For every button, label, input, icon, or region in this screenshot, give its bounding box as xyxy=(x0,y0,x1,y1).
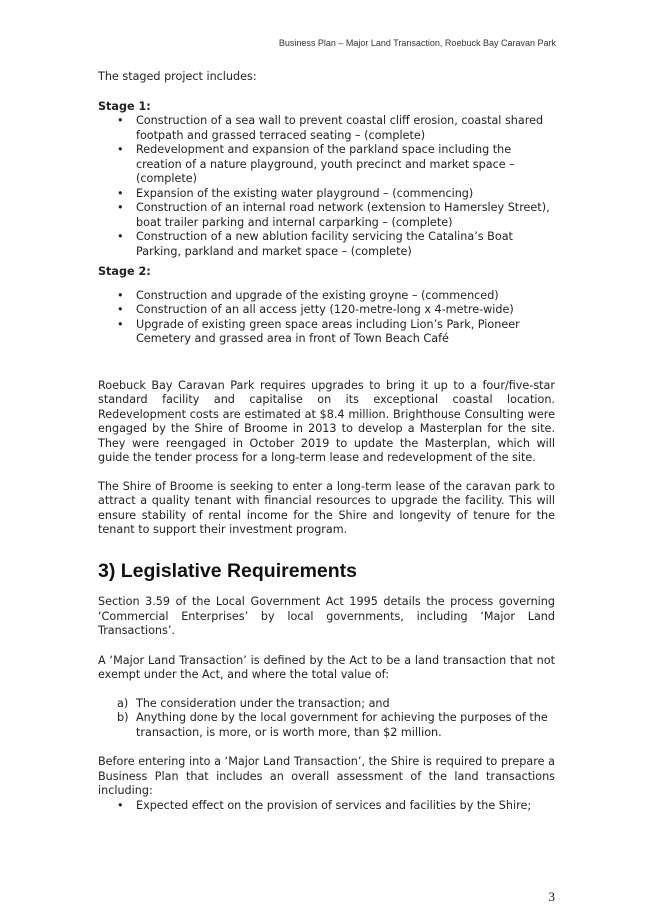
paragraph-redevelopment: Roebuck Bay Caravan Park requires upgrades to bring it up to a four/five-star standard facility and capitalise on its exceptional coastal location. Redevelopment costs are estimated at $8.4 million. Brighthouse Consulting were engaged by the Shire of Broome in 2013 to develop a Masterplan for the site. They were reengaged in October 2019 to update the Masterplan, which will guide the tender process for a long-term lease and redevelopment of the site. xyxy=(98,378,555,464)
list-marker: b) xyxy=(117,711,129,724)
list-item: • Expansion of the existing water playground – (commencing) xyxy=(136,187,555,202)
paragraph-definition: A ‘Major Land Transaction’ is defined by the Act to be a land transaction that not exempt under the Act, and where the total value of: xyxy=(98,653,555,681)
stage1-heading: Stage 1: xyxy=(98,99,151,113)
stage2-heading: Stage 2: xyxy=(98,265,151,278)
intro-text: The staged project includes: xyxy=(98,70,257,83)
list-item: • Construction of a sea wall to prevent coastal cliff erosion, coastal shared footpath and grassed terraced seating – (complete) xyxy=(136,114,555,143)
list-item xyxy=(117,696,555,712)
page-header: Business Plan – Major Land Transaction, Roebuck Bay Caravan Park xyxy=(278,38,556,48)
list-item-text: Anything done by the local government for achieving the purposes of the transaction, is more, or is worth more, than $2 million. xyxy=(136,711,548,739)
list-item: • Construction of a new ablution facility servicing the Catalina’s Boat Parking, parkland and market space – (complete) xyxy=(136,230,555,259)
stage1-list xyxy=(98,114,555,259)
paragraph-business-plan: Before entering into a ‘Major Land Transaction’, the Shire is required to prepare a Business Plan that includes an overall assessment of the land transactions including: xyxy=(98,755,555,797)
list-item: • Construction and upgrade of the existing groyne – (commenced) xyxy=(136,289,555,304)
list-item: • Expected effect on the provision of services and facilities by the Shire; xyxy=(136,799,555,814)
section-heading: 3) Legislative Requirements xyxy=(98,559,358,582)
paragraph-lease: The Shire of Broome is seeking to enter a long-term lease of the caravan park to attract a quality tenant with financial resources to upgrade the facility. This will ensure stability of rental income for the Shire and longevity of tenure for the tenant to support their investment program. xyxy=(98,479,555,536)
assessment-list xyxy=(98,799,555,814)
list-item: • Upgrade of existing green space areas including Lion’s Park, Pioneer Cemetery and grassed area in front of Town Beach Café xyxy=(136,318,555,347)
list-item: • Redevelopment and expansion of the parkland space including the creation of a nature playground, youth precinct and market space – (complete) xyxy=(136,143,555,187)
list-marker: a) xyxy=(117,696,129,710)
stage2-list xyxy=(98,289,555,347)
list-item: • Construction of an all access jetty (120-metre-long x 4-metre-wide) xyxy=(136,303,555,318)
page-number: 3 xyxy=(548,889,555,904)
list-item-text: The consideration under the transaction; and xyxy=(136,696,390,710)
paragraph-section-3-59: Section 3.59 of the Local Government Act 1995 details the process governing ‘Commercial Enterprises’ by local governments, including ‘Major Land Transactions’. xyxy=(98,595,555,637)
list-item: • Construction of an internal road network (extension to Hamersley Street), boat trailer parking and internal carparking – (complete) xyxy=(136,201,555,230)
definition-list xyxy=(98,697,555,741)
list-item xyxy=(117,711,555,740)
document-body xyxy=(98,70,555,813)
